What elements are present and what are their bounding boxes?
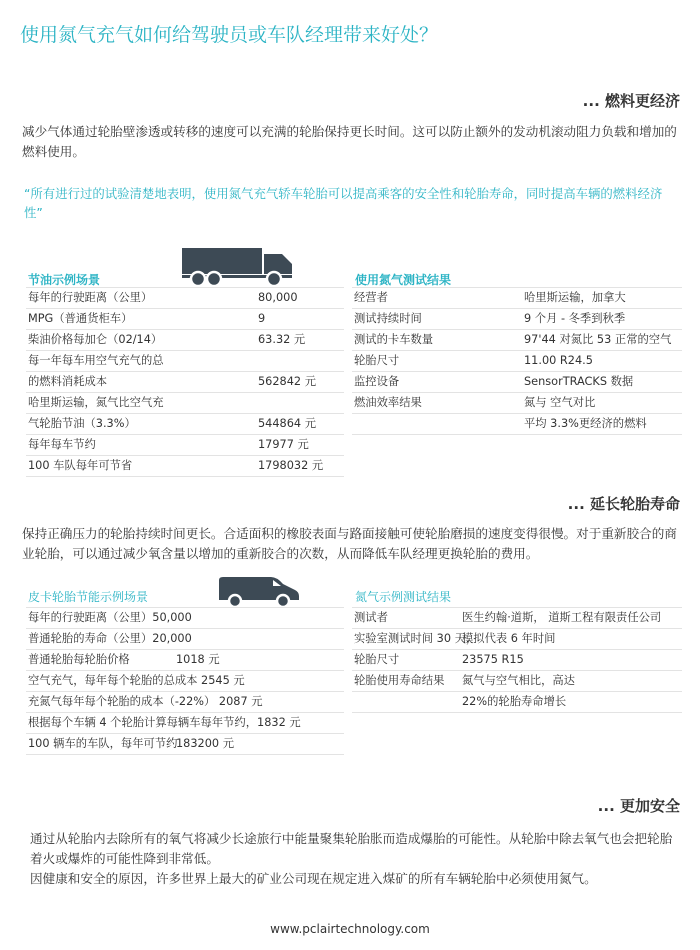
table-cell-label: 轮胎尺寸 xyxy=(354,653,400,666)
table-row xyxy=(26,713,344,734)
table-row xyxy=(26,692,344,713)
safety-paragraph: 通过从轮胎内去除所有的氧气将减少长途旅行中能量聚集轮胎胀而造成爆胎的可能性。从轮胎中除去氧气也会把轮胎着火或爆炸的可能性降到非常低。 xyxy=(30,831,673,866)
table-row xyxy=(26,351,344,372)
table-cell-value: 哈里斯运输，加拿大 xyxy=(524,291,626,304)
table-cell-value: 544864 元 xyxy=(258,417,317,430)
table-cell-value: 80,000 xyxy=(258,291,298,304)
table-row xyxy=(26,435,344,456)
table-cell-label: 空气充气，每年每个轮胎的总成本 2545 元 xyxy=(28,674,245,687)
fuel-quote: “所有进行过的试验清楚地表明，使用氮气充气轿车轮胎可以提高乘客的安全性和轮胎寿命，同时提高车辆的燃料经济性” xyxy=(24,186,663,220)
table-row xyxy=(26,629,344,650)
section-heading-tyre-life: ... 延长轮胎寿命 xyxy=(567,495,680,513)
table-cell-value: 氮与 空气对比 xyxy=(524,396,596,409)
section-heading-safety: ... 更加安全 xyxy=(597,797,680,815)
safety-paragraph-mining: 因健康和安全的原因，许多世界上最大的矿业公司现在规定进入煤矿的所有车辆轮胎中必须使用氮气。 xyxy=(30,871,597,886)
van-icon xyxy=(215,574,301,608)
table-cell-label: 测试者 xyxy=(354,611,388,624)
table-cell-value: SensorTRACKS 数据 xyxy=(524,375,634,388)
table-cell-value: 97'44 对氮比 53 正常的空气 xyxy=(524,333,672,346)
table-row xyxy=(352,330,682,351)
table-row xyxy=(26,372,344,393)
table-cell-label: 轮胎使用寿命结果 xyxy=(354,674,445,687)
table-cell-label: 根据每个车辆 4 个轮胎计算每辆车每年节约，1832 元 xyxy=(28,716,301,729)
table-cell-label: 每年的行驶距离（公里） xyxy=(28,291,153,304)
table-row xyxy=(352,287,682,309)
table-row xyxy=(26,650,344,671)
table-cell-label: 100 车队每年可节省 xyxy=(28,459,133,472)
table-row xyxy=(352,650,682,671)
table-cell-label: 柴油价格每加仑（02/14） xyxy=(28,333,163,346)
tyre-savings-table xyxy=(26,607,344,755)
table-cell-label: 哈里斯运输，氮气比空气充 xyxy=(28,396,164,409)
page-title: 使用氮气充气如何给驾驶员或车队经理带来好处？ xyxy=(20,24,439,46)
truck-icon xyxy=(180,244,296,288)
table-cell-value: 183200 元 xyxy=(176,737,235,750)
table-cell-label: 实验室测试时间 30 天， xyxy=(354,632,478,645)
table-cell-label: 每一年每车用空气充气的总 xyxy=(28,354,164,367)
table-cell-value: 9 个月 - 冬季到秋季 xyxy=(524,312,626,325)
table-cell-value: 11.00 R24.5 xyxy=(524,354,593,367)
tyre-right-table-header: 氮气示例测试结果 xyxy=(355,590,452,604)
table-row xyxy=(352,692,682,713)
tyre-left-table-header: 皮卡轮胎节能示例场景 xyxy=(28,590,149,604)
tyre-life-paragraph: 保持正确压力的轮胎持续时间更长。合适面积的橡胶表面与路面接触可使轮胎磨损的速度变得很慢。对于重新胶合的商业轮胎，可以通过减少氧含量以增加的重新胶合的次数，从而降低车队经理更换轮胎的费用。 xyxy=(22,526,677,561)
table-cell-value: 9 xyxy=(258,312,266,325)
table-cell-label: 的燃料消耗成本 xyxy=(28,375,108,388)
table-cell-label: 轮胎尺寸 xyxy=(354,354,400,367)
table-cell-label: 经营者 xyxy=(354,291,388,304)
table-row xyxy=(26,393,344,414)
table-row xyxy=(352,393,682,414)
table-cell-label: 燃油效率结果 xyxy=(354,396,422,409)
table-row xyxy=(352,414,682,435)
fuel-savings-table xyxy=(26,287,344,477)
table-row xyxy=(352,372,682,393)
table-row xyxy=(352,351,682,372)
table-cell-value: 17977 元 xyxy=(258,438,309,451)
table-cell-value: 模拟代表 6 年时间 xyxy=(462,632,556,645)
tyre-test-results-table xyxy=(352,607,682,713)
table-row xyxy=(26,671,344,692)
table-cell-value: 63.32 元 xyxy=(258,333,306,346)
table-row xyxy=(26,734,344,755)
table-cell-label: 气轮胎节油（3.3%） xyxy=(28,417,136,430)
fuel-left-table-header: 节油示例场景 xyxy=(28,273,101,287)
table-row xyxy=(26,456,344,477)
fuel-paragraph: 减少气体通过轮胎壁渗透或转移的速度可以充满的轮胎保持更长时间。这可以防止额外的发动机滚动阻力负载和增加的燃料使用。 xyxy=(22,124,677,159)
table-row xyxy=(352,309,682,330)
table-row xyxy=(26,414,344,435)
table-cell-label: 测试的卡车数量 xyxy=(354,333,434,346)
table-cell-label: 充氮气每年每个轮胎的成本（-22%） 2087 元 xyxy=(28,695,263,708)
table-cell-value: 562842 元 xyxy=(258,375,317,388)
table-cell-value: 23575 R15 xyxy=(462,653,524,666)
table-cell-label: 测试持续时间 xyxy=(354,312,422,325)
table-row xyxy=(26,330,344,351)
table-cell-label: 监控设备 xyxy=(354,375,400,388)
table-row xyxy=(26,309,344,330)
table-cell-value: 22%的轮胎寿命增长 xyxy=(462,695,567,708)
table-cell-label: 普通轮胎每轮胎价格 xyxy=(28,653,130,666)
footer-url: www.pclairtechnology.com xyxy=(270,922,430,936)
table-row xyxy=(352,671,682,692)
table-cell-label: 每年每车节约 xyxy=(28,438,96,451)
table-cell-value: 氮气与空气相比，高达 xyxy=(462,674,575,687)
section-heading-fuel: ... 燃料更经济 xyxy=(582,92,680,110)
fuel-test-results-table xyxy=(352,287,682,435)
table-cell-label: 100 辆车的车队，每年可节约 xyxy=(28,737,178,750)
table-cell-label: 普通轮胎的寿命（公里）20,000 xyxy=(28,632,192,645)
table-cell-value: 医生约翰·道斯， 道斯工程有限责任公司 xyxy=(462,611,662,624)
table-cell-value: 平均 3.3%更经济的燃料 xyxy=(524,417,647,430)
table-row xyxy=(352,607,682,629)
table-cell-label: 每年的行驶距离（公里）50,000 xyxy=(28,611,192,624)
fuel-right-table-header: 使用氮气测试结果 xyxy=(355,273,452,287)
table-cell-label: MPG（普通货柜车） xyxy=(28,312,133,325)
table-cell-value: 1798032 元 xyxy=(258,459,324,472)
table-row xyxy=(26,287,344,309)
table-cell-value: 1018 元 xyxy=(176,653,220,666)
table-row xyxy=(352,629,682,650)
table-row xyxy=(26,607,344,629)
